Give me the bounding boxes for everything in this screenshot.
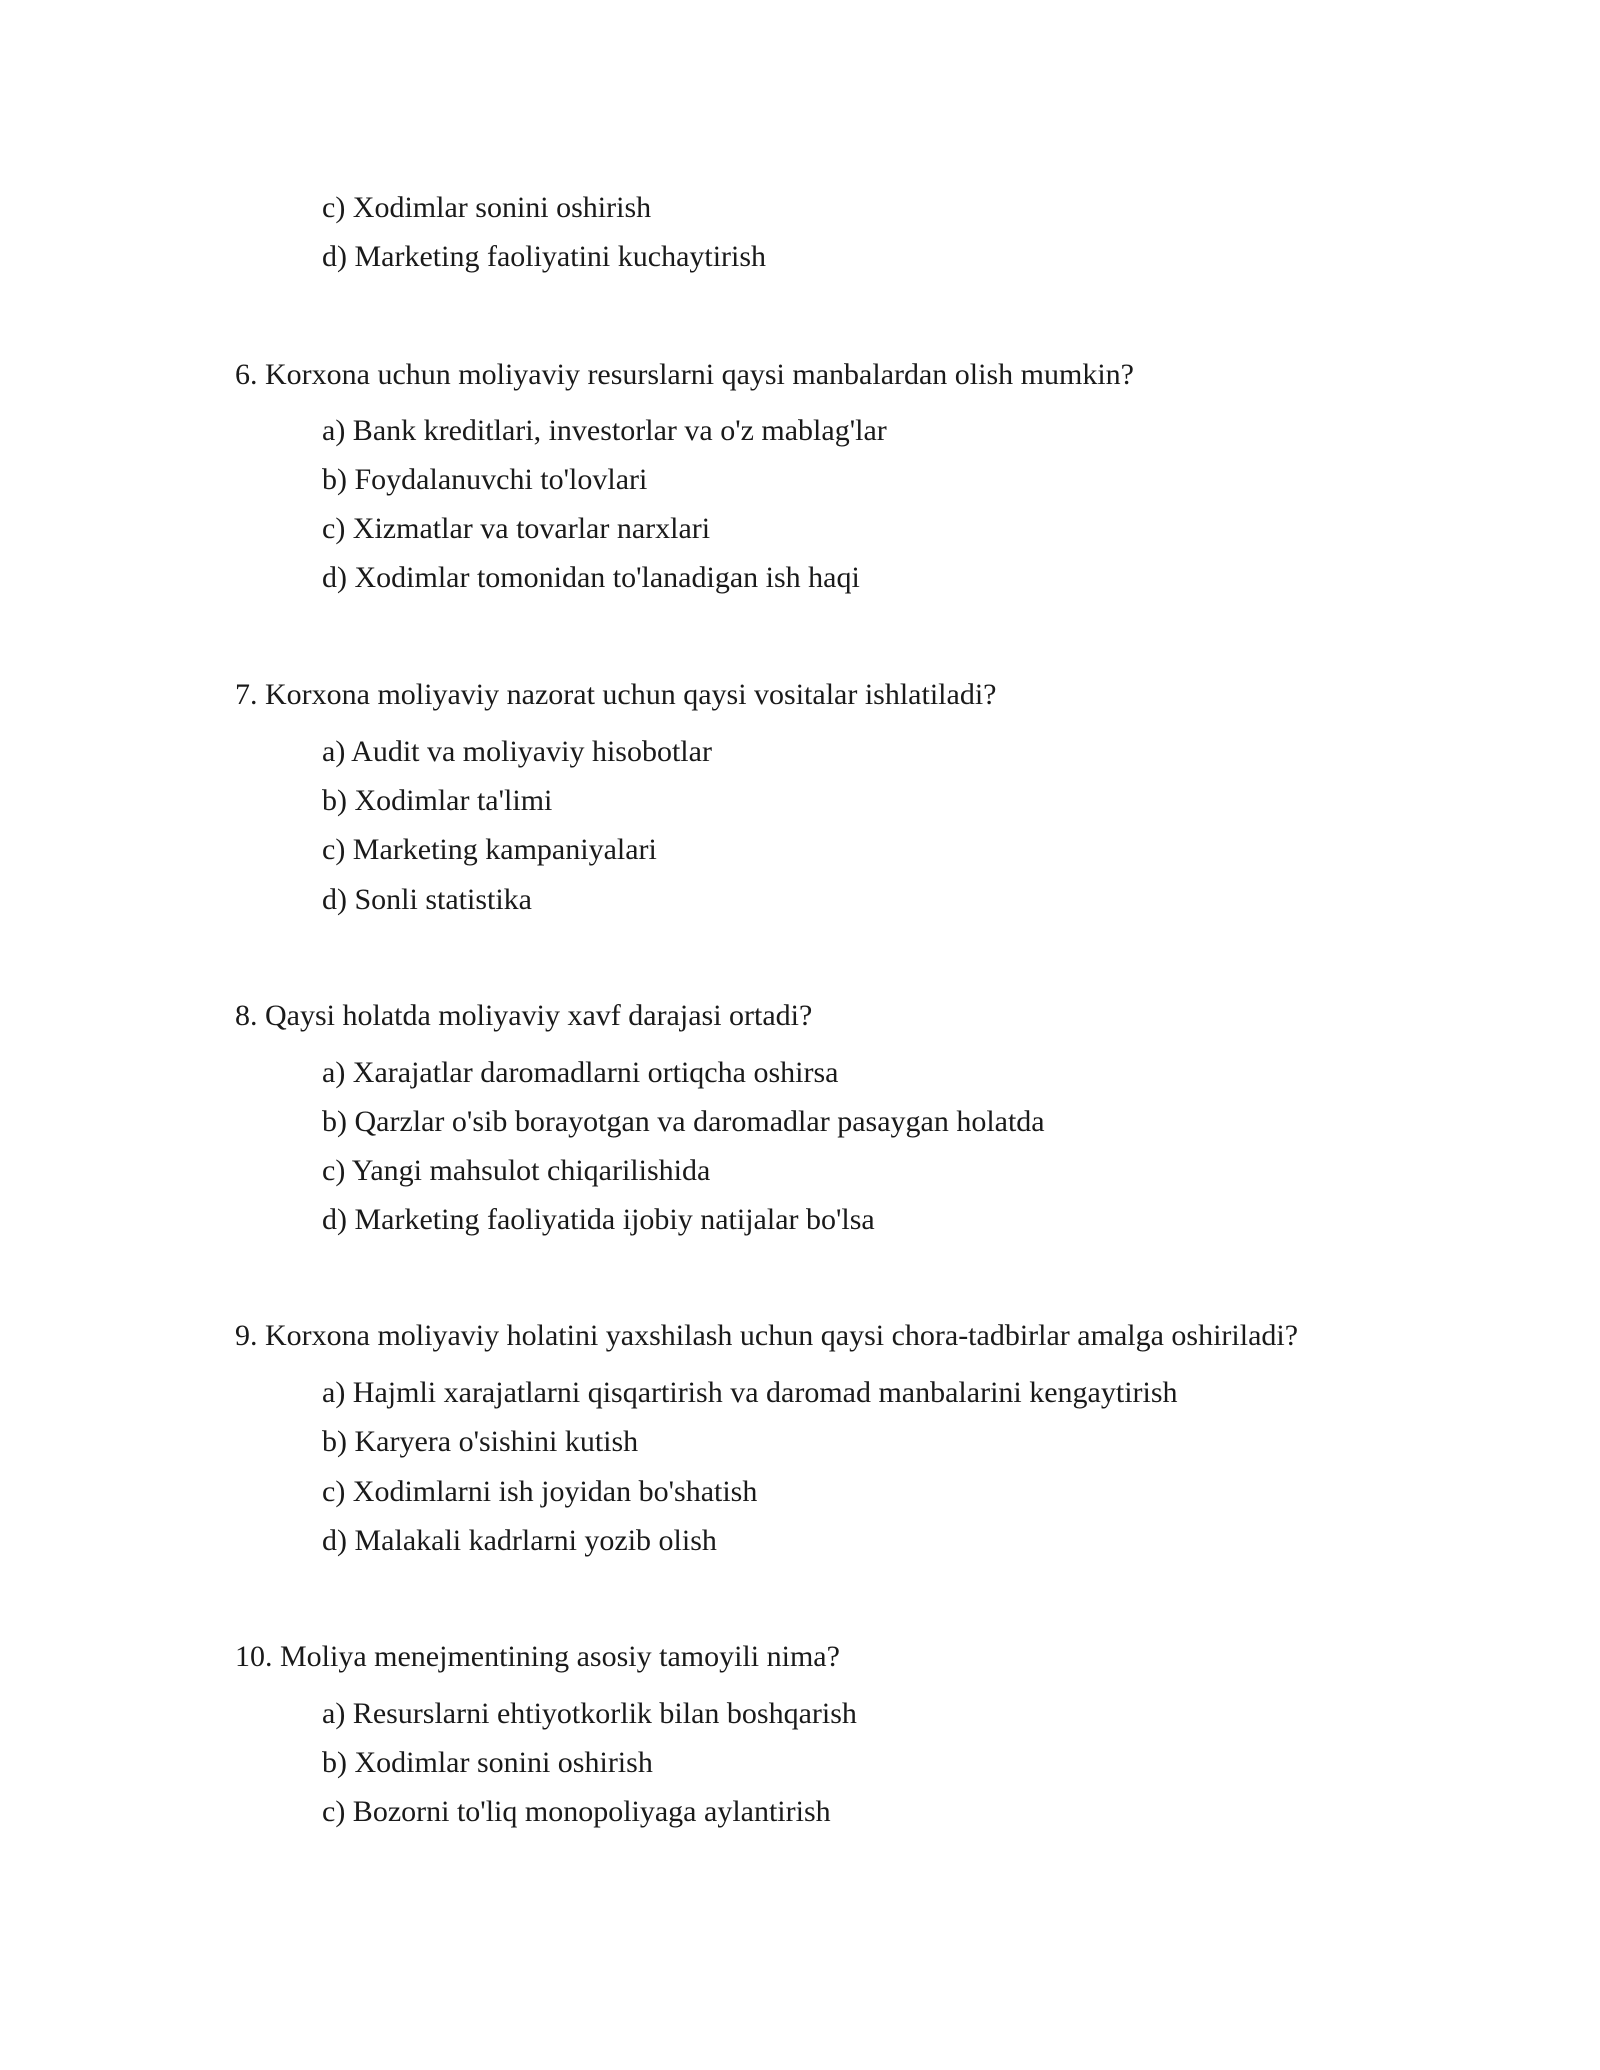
option-9c: c) Xodimlarni ish joyidan bo'shatish <box>322 1475 758 1508</box>
option-7b: b) Xodimlar ta'limi <box>322 784 553 817</box>
option-7d: d) Sonli statistika <box>322 883 532 916</box>
option-8d: d) Marketing faoliyatida ijobiy natijalar bo'lsa <box>322 1203 875 1236</box>
option-9b: b) Karyera o'sishini kutish <box>322 1425 639 1458</box>
option-5c: c) Xodimlar sonini oshirish <box>322 191 652 224</box>
option-6b: b) Foydalanuvchi to'lovlari <box>322 463 648 496</box>
question-7: 7. Korxona moliyaviy nazorat uchun qaysi vositalar ishlatiladi? <box>235 678 997 711</box>
question-10: 10. Moliya menejmentining asosiy tamoyili nima? <box>235 1640 840 1673</box>
option-8b: b) Qarzlar o'sib borayotgan va daromadlar pasaygan holatda <box>322 1105 1045 1138</box>
option-9a: a) Hajmli xarajatlarni qisqartirish va daromad manbalarini kengaytirish <box>322 1376 1178 1409</box>
option-6a: a) Bank kreditlari, investorlar va o'z mablag'lar <box>322 414 887 447</box>
option-6c: c) Xizmatlar va tovarlar narxlari <box>322 512 711 545</box>
option-7a: a) Audit va moliyaviy hisobotlar <box>322 735 712 768</box>
question-8: 8. Qaysi holatda moliyaviy xavf darajasi ortadi? <box>235 999 813 1032</box>
question-6: 6. Korxona uchun moliyaviy resurslarni qaysi manbalardan olish mumkin? <box>235 358 1134 391</box>
option-10c: c) Bozorni to'liq monopoliyaga aylantirish <box>322 1795 831 1828</box>
option-6d: d) Xodimlar tomonidan to'lanadigan ish haqi <box>322 561 860 594</box>
option-10b: b) Xodimlar sonini oshirish <box>322 1746 653 1779</box>
question-9: 9. Korxona moliyaviy holatini yaxshilash uchun qaysi chora-tadbirlar amalga oshiriladi? <box>235 1319 1299 1352</box>
option-9d: d) Malakali kadrlarni yozib olish <box>322 1524 717 1557</box>
option-8c: c) Yangi mahsulot chiqarilishida <box>322 1154 711 1187</box>
option-10a: a) Resurslarni ehtiyotkorlik bilan boshqarish <box>322 1697 857 1730</box>
option-7c: c) Marketing kampaniyalari <box>322 833 657 866</box>
option-8a: a) Xarajatlar daromadlarni ortiqcha oshirsa <box>322 1056 839 1089</box>
option-5d: d) Marketing faoliyatini kuchaytirish <box>322 240 767 273</box>
